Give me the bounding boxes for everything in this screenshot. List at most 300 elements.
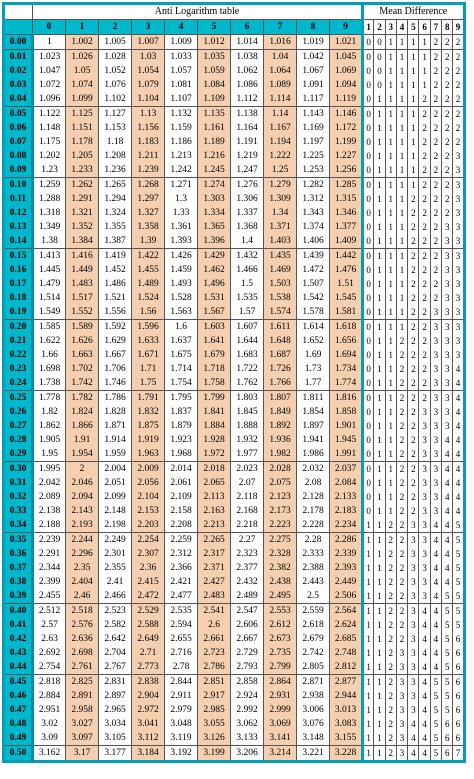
table-cell: 1.067 (297, 64, 330, 78)
row-header: 0.07 (4, 135, 33, 149)
table-cell: 1.403 (264, 234, 297, 249)
table-cell: 1.936 (264, 433, 297, 447)
mean-difference-cell: 0 (363, 178, 374, 193)
mean-difference-cell: 2 (385, 604, 396, 619)
table-row (4, 362, 465, 376)
table-cell: 1.337 (231, 206, 264, 220)
table-cell: 1.052 (99, 64, 132, 78)
table-cell: 1.355 (99, 220, 132, 234)
table-cell: 1.589 (66, 320, 99, 335)
mean-difference-cell: 2 (419, 220, 430, 234)
mean-difference-cell: 1 (396, 234, 407, 249)
table-cell: 1.656 (330, 334, 363, 348)
mean-difference-cell: 2 (396, 462, 407, 477)
mean-difference-cell: 5 (430, 731, 441, 746)
table-cell: 2.992 (231, 703, 264, 717)
mean-difference-cell: 2 (396, 561, 407, 575)
mean-difference-cell: 6 (453, 675, 464, 690)
table-cell: 3.221 (297, 746, 330, 762)
mean-difference-cell: 4 (453, 490, 464, 504)
table-cell: 1.432 (231, 249, 264, 264)
mean-difference-cell: 2 (430, 291, 441, 305)
table-cell: 2.999 (264, 703, 297, 717)
mean-difference-header: 2 (374, 20, 385, 35)
table-cell: 2.109 (165, 490, 198, 504)
row-header: 0.16 (4, 263, 33, 277)
mean-difference-cell: 1 (385, 178, 396, 193)
mean-difference-cell: 1 (374, 277, 385, 291)
mean-difference-cell: 2 (419, 277, 430, 291)
table-cell: 2.099 (99, 490, 132, 504)
mean-difference-cell: 2 (430, 192, 441, 206)
table-cell: 1.242 (165, 163, 198, 178)
mean-difference-cell: 1 (385, 35, 396, 50)
mean-difference-cell: 4 (430, 618, 441, 632)
table-cell: 2.301 (99, 547, 132, 561)
mean-difference-cell: 1 (363, 660, 374, 675)
table-cell: 2.046 (66, 476, 99, 490)
table-cell: 1.019 (297, 35, 330, 50)
table-cell: 2.649 (132, 632, 165, 646)
table-cell: 1.368 (231, 220, 264, 234)
column-header: 5 (198, 20, 231, 35)
mean-difference-cell: 1 (396, 263, 407, 277)
table-cell: 2.128 (297, 490, 330, 504)
mean-difference-cell: 2 (385, 731, 396, 746)
mean-difference-cell: 4 (419, 646, 430, 660)
table-cell: 2.168 (231, 504, 264, 518)
mean-difference-cell: 2 (419, 121, 430, 135)
table-cell: 1.774 (330, 376, 363, 391)
mean-difference-cell: 4 (430, 646, 441, 660)
table-cell: 1.25 (264, 163, 297, 178)
mean-difference-cell: 2 (419, 391, 430, 406)
table-cell: 2.415 (132, 575, 165, 589)
mean-difference-cell: 4 (430, 533, 441, 548)
mean-difference-cell: 4 (453, 419, 464, 433)
table-cell: 1.393 (165, 234, 198, 249)
table-cell: 1.675 (165, 348, 198, 362)
mean-difference-cell: 3 (442, 405, 453, 419)
table-cell: 1.892 (264, 419, 297, 433)
mean-difference-cell: 4 (419, 618, 430, 632)
table-cell: 1.069 (330, 64, 363, 78)
mean-difference-cell: 0 (363, 405, 374, 419)
mean-difference-cell: 1 (363, 632, 374, 646)
mean-difference-cell: 1 (419, 50, 430, 65)
table-cell: 3.105 (99, 731, 132, 746)
table-cell: 1.225 (297, 149, 330, 163)
row-header: 0.17 (4, 277, 33, 291)
table-cell: 1.828 (99, 405, 132, 419)
table-cell: 2.023 (231, 462, 264, 477)
table-row (4, 717, 465, 731)
mean-difference-cell: 3 (453, 249, 464, 264)
table-cell: 1.112 (231, 92, 264, 107)
mean-difference-cell: 2 (430, 135, 441, 149)
column-header: 3 (132, 20, 165, 35)
mean-difference-cell: 4 (442, 547, 453, 561)
mean-difference-cell: 1 (408, 64, 419, 78)
table-cell: 1.746 (99, 376, 132, 391)
table-row (4, 703, 465, 717)
mean-difference-header: 8 (442, 20, 453, 35)
table-cell: 2.138 (33, 504, 66, 518)
table-cell: 1.33 (165, 206, 198, 220)
table-cell: 1.641 (198, 334, 231, 348)
table-cell: 2.851 (198, 675, 231, 690)
mean-difference-cell: 4 (453, 433, 464, 447)
table-cell: 2.018 (198, 462, 231, 477)
table-cell: 1.832 (132, 405, 165, 419)
table-cell: 1.057 (165, 64, 198, 78)
mean-difference-cell: 3 (396, 703, 407, 717)
mean-difference-cell: 0 (363, 277, 374, 291)
mean-difference-cell: 3 (408, 533, 419, 548)
table-cell: 1.084 (198, 78, 231, 92)
table-cell: 1.303 (198, 192, 231, 206)
mean-difference-cell: 1 (385, 433, 396, 447)
table-cell: 1.968 (165, 447, 198, 462)
mean-difference-cell: 2 (442, 178, 453, 193)
table-cell: 1.914 (99, 433, 132, 447)
mean-difference-cell: 5 (442, 675, 453, 690)
mean-difference-cell: 3 (396, 660, 407, 675)
mean-difference-cell: 4 (419, 703, 430, 717)
table-cell: 1.349 (33, 220, 66, 234)
table-cell: 2.158 (165, 504, 198, 518)
table-cell: 1.007 (132, 35, 165, 50)
table-row (4, 632, 465, 646)
mean-difference-cell: 2 (442, 35, 453, 50)
table-cell: 1.211 (132, 149, 165, 163)
table-cell: 2.897 (99, 689, 132, 703)
mean-difference-cell: 3 (442, 348, 453, 362)
mean-difference-cell: 5 (430, 675, 441, 690)
mean-difference-cell: 1 (385, 348, 396, 362)
table-cell: 1.334 (198, 206, 231, 220)
mean-difference-cell: 2 (430, 121, 441, 135)
mean-difference-cell: 1 (374, 320, 385, 335)
mean-difference-title: Mean Difference (363, 4, 465, 20)
mean-difference-cell: 1 (363, 703, 374, 717)
mean-difference-cell: 1 (408, 35, 419, 50)
mean-difference-cell: 1 (374, 447, 385, 462)
table-row (4, 376, 465, 391)
table-cell: 2.793 (231, 660, 264, 675)
table-cell: 2.188 (33, 518, 66, 533)
row-header: 0.31 (4, 476, 33, 490)
mean-difference-cell: 2 (385, 618, 396, 632)
mean-difference-cell: 5 (430, 746, 441, 762)
mean-difference-cell: 1 (374, 731, 385, 746)
mean-difference-cell: 3 (442, 376, 453, 391)
table-cell: 1.138 (231, 107, 264, 122)
mean-difference-cell: 2 (430, 50, 441, 65)
antilog-table (2, 2, 466, 763)
mean-difference-cell: 0 (363, 35, 374, 50)
table-cell: 2.63 (33, 632, 66, 646)
table-cell: 1.644 (231, 334, 264, 348)
mean-difference-cell: 2 (453, 35, 464, 50)
mean-difference-cell: 3 (419, 547, 430, 561)
table-cell: 1.183 (132, 135, 165, 149)
table-cell: 1.259 (33, 178, 66, 193)
mean-difference-cell: 1 (396, 277, 407, 291)
mean-difference-cell: 2 (442, 149, 453, 163)
mean-difference-cell: 3 (442, 277, 453, 291)
table-cell: 1.169 (297, 121, 330, 135)
mean-difference-cell: 1 (396, 135, 407, 149)
mean-difference-cell: 1 (374, 178, 385, 193)
mean-difference-cell: 0 (374, 78, 385, 92)
mean-difference-cell: 1 (374, 490, 385, 504)
mean-difference-cell: 1 (374, 405, 385, 419)
table-cell: 1.596 (132, 320, 165, 335)
table-cell: 1.6 (165, 320, 198, 335)
mean-difference-cell: 3 (453, 334, 464, 348)
mean-difference-cell: 5 (453, 547, 464, 561)
table-row (4, 92, 465, 107)
table-cell: 3.097 (66, 731, 99, 746)
mean-difference-cell: 0 (363, 249, 374, 264)
table-cell: 1.159 (165, 121, 198, 135)
mean-difference-cell: 1 (385, 362, 396, 376)
mean-difference-cell: 2 (419, 163, 430, 178)
mean-difference-cell: 3 (396, 646, 407, 660)
mean-difference-cell: 2 (419, 362, 430, 376)
column-header-row (4, 20, 465, 35)
table-cell: 1.023 (33, 50, 66, 65)
mean-difference-cell: 0 (363, 149, 374, 163)
mean-difference-cell: 3 (430, 376, 441, 391)
mean-difference-cell: 1 (419, 35, 430, 50)
mean-difference-cell: 0 (363, 92, 374, 107)
mean-difference-cell: 3 (453, 291, 464, 305)
table-cell: 1.012 (198, 35, 231, 50)
table-cell: 1.167 (264, 121, 297, 135)
table-cell: 2.812 (330, 660, 363, 675)
table-cell: 2.685 (330, 632, 363, 646)
table-cell: 2.951 (33, 703, 66, 717)
table-cell: 1.77 (297, 376, 330, 391)
table-cell: 1.954 (66, 447, 99, 462)
table-cell: 2.223 (264, 518, 297, 533)
column-header: 7 (264, 20, 297, 35)
table-cell: 2.57 (33, 618, 66, 632)
mean-difference-cell: 0 (363, 121, 374, 135)
table-cell: 2.6 (198, 618, 231, 632)
table-cell: 2.564 (330, 604, 363, 619)
table-cell: 1.321 (66, 206, 99, 220)
mean-difference-cell: 3 (419, 490, 430, 504)
corner-cell-2 (4, 20, 33, 35)
mean-difference-cell: 5 (453, 561, 464, 575)
table-cell: 2.904 (132, 689, 165, 703)
mean-difference-cell: 2 (408, 263, 419, 277)
table-cell: 2.71 (132, 646, 165, 660)
mean-difference-cell: 2 (385, 575, 396, 589)
table-cell: 1.247 (231, 163, 264, 178)
mean-difference-cell: 2 (385, 660, 396, 675)
mean-difference-cell: 3 (430, 362, 441, 376)
table-cell: 1.862 (33, 419, 66, 433)
table-cell: 1.156 (132, 121, 165, 135)
mean-difference-cell: 1 (419, 64, 430, 78)
table-row (4, 561, 465, 575)
mean-difference-cell: 1 (385, 220, 396, 234)
table-cell: 2.576 (66, 618, 99, 632)
mean-difference-cell: 1 (374, 433, 385, 447)
mean-difference-cell: 2 (408, 249, 419, 264)
mean-difference-cell: 3 (453, 220, 464, 234)
table-cell: 2.877 (330, 675, 363, 690)
table-cell: 3.148 (297, 731, 330, 746)
mean-difference-cell: 2 (419, 263, 430, 277)
mean-difference-cell: 0 (363, 206, 374, 220)
mean-difference-cell: 2 (442, 163, 453, 178)
table-cell: 1.841 (198, 405, 231, 419)
table-cell: 1.479 (33, 277, 66, 291)
table-cell: 1.34 (264, 206, 297, 220)
mean-difference-cell: 2 (408, 305, 419, 320)
table-cell: 1.469 (264, 263, 297, 277)
table-cell: 1.766 (264, 376, 297, 391)
table-cell: 1.285 (330, 178, 363, 193)
mean-difference-cell: 3 (408, 547, 419, 561)
table-cell: 2.553 (264, 604, 297, 619)
table-cell: 2.938 (297, 689, 330, 703)
table-cell: 1.667 (99, 348, 132, 362)
row-header: 0.43 (4, 646, 33, 660)
table-cell: 1.633 (132, 334, 165, 348)
table-cell: 1.054 (132, 64, 165, 78)
row-header: 0.28 (4, 433, 33, 447)
mean-difference-cell: 1 (408, 178, 419, 193)
table-cell: 1.845 (231, 405, 264, 419)
table-cell: 1.919 (132, 433, 165, 447)
table-cell: 1.132 (165, 107, 198, 122)
table-cell: 1.51 (330, 277, 363, 291)
mean-difference-cell: 3 (396, 675, 407, 690)
table-row (4, 391, 465, 406)
table-cell: 1.824 (66, 405, 99, 419)
mean-difference-cell: 3 (442, 305, 453, 320)
mean-difference-cell: 2 (396, 533, 407, 548)
mean-difference-cell: 3 (430, 320, 441, 335)
mean-difference-cell: 1 (419, 78, 430, 92)
table-cell: 1.611 (264, 320, 297, 335)
mean-difference-cell: 2 (396, 604, 407, 619)
table-cell: 2.831 (99, 675, 132, 690)
row-header: 0.42 (4, 632, 33, 646)
mean-difference-header: 4 (396, 20, 407, 35)
mean-difference-cell: 5 (453, 604, 464, 619)
table-cell: 3.055 (198, 717, 231, 731)
table-cell: 1.119 (330, 92, 363, 107)
table-cell: 3.112 (132, 731, 165, 746)
table-cell: 3.069 (264, 717, 297, 731)
table-cell: 3.076 (297, 717, 330, 731)
mean-difference-cell: 2 (396, 433, 407, 447)
table-cell: 2.198 (99, 518, 132, 533)
row-header: 0.50 (4, 746, 33, 762)
mean-difference-cell: 1 (396, 121, 407, 135)
table-cell: 2.218 (231, 518, 264, 533)
mean-difference-cell: 0 (363, 433, 374, 447)
table-cell: 1.556 (99, 305, 132, 320)
table-cell: 1.932 (231, 433, 264, 447)
table-cell: 1.472 (297, 263, 330, 277)
mean-difference-cell: 1 (385, 92, 396, 107)
mean-difference-cell: 2 (385, 746, 396, 762)
table-cell: 1.291 (66, 192, 99, 206)
mean-difference-cell: 2 (430, 277, 441, 291)
mean-difference-cell: 5 (430, 717, 441, 731)
table-cell: 1.151 (66, 121, 99, 135)
table-cell: 1.545 (330, 291, 363, 305)
table-cell: 2.056 (132, 476, 165, 490)
column-header: 2 (99, 20, 132, 35)
table-cell: 1.702 (66, 362, 99, 376)
table-cell: 1.324 (99, 206, 132, 220)
table-cell: 2.104 (132, 490, 165, 504)
table-cell: 3.041 (132, 717, 165, 731)
mean-difference-cell: 2 (385, 703, 396, 717)
mean-difference-cell: 3 (430, 447, 441, 462)
row-header: 0.48 (4, 717, 33, 731)
mean-difference-cell: 2 (419, 192, 430, 206)
mean-difference-cell: 2 (385, 689, 396, 703)
table-cell: 1.854 (297, 405, 330, 419)
table-cell: 2.296 (66, 547, 99, 561)
table-cell: 1.288 (33, 192, 66, 206)
mean-difference-cell: 2 (408, 447, 419, 462)
table-cell: 1.897 (297, 419, 330, 433)
mean-difference-cell: 1 (374, 575, 385, 589)
table-cell: 1.033 (165, 50, 198, 65)
mean-difference-cell: 2 (442, 50, 453, 65)
table-cell: 3.126 (198, 731, 231, 746)
table-row (4, 419, 465, 433)
mean-difference-cell: 3 (453, 206, 464, 220)
mean-difference-cell: 1 (374, 121, 385, 135)
mean-difference-cell: 3 (430, 476, 441, 490)
row-header: 0.23 (4, 362, 33, 376)
mean-difference-cell: 4 (442, 561, 453, 575)
table-cell: 1.563 (165, 305, 198, 320)
mean-difference-cell: 2 (453, 64, 464, 78)
table-cell: 2.673 (264, 632, 297, 646)
table-cell: 2.594 (165, 618, 198, 632)
table-row (4, 533, 465, 548)
table-cell: 1.629 (99, 334, 132, 348)
mean-difference-cell: 2 (453, 107, 464, 122)
table-cell: 1.449 (66, 263, 99, 277)
table-cell: 2.805 (297, 660, 330, 675)
mean-difference-cell: 1 (385, 121, 396, 135)
table-cell: 1.986 (297, 447, 330, 462)
table-cell: 1.262 (66, 178, 99, 193)
table-cell: 1.045 (330, 50, 363, 65)
mean-difference-cell: 2 (408, 220, 419, 234)
row-header: 0.37 (4, 561, 33, 575)
mean-difference-cell: 2 (396, 575, 407, 589)
table-cell: 2.506 (330, 589, 363, 604)
table-cell: 1.253 (297, 163, 330, 178)
table-cell: 2.323 (231, 547, 264, 561)
mean-difference-cell: 2 (419, 234, 430, 249)
